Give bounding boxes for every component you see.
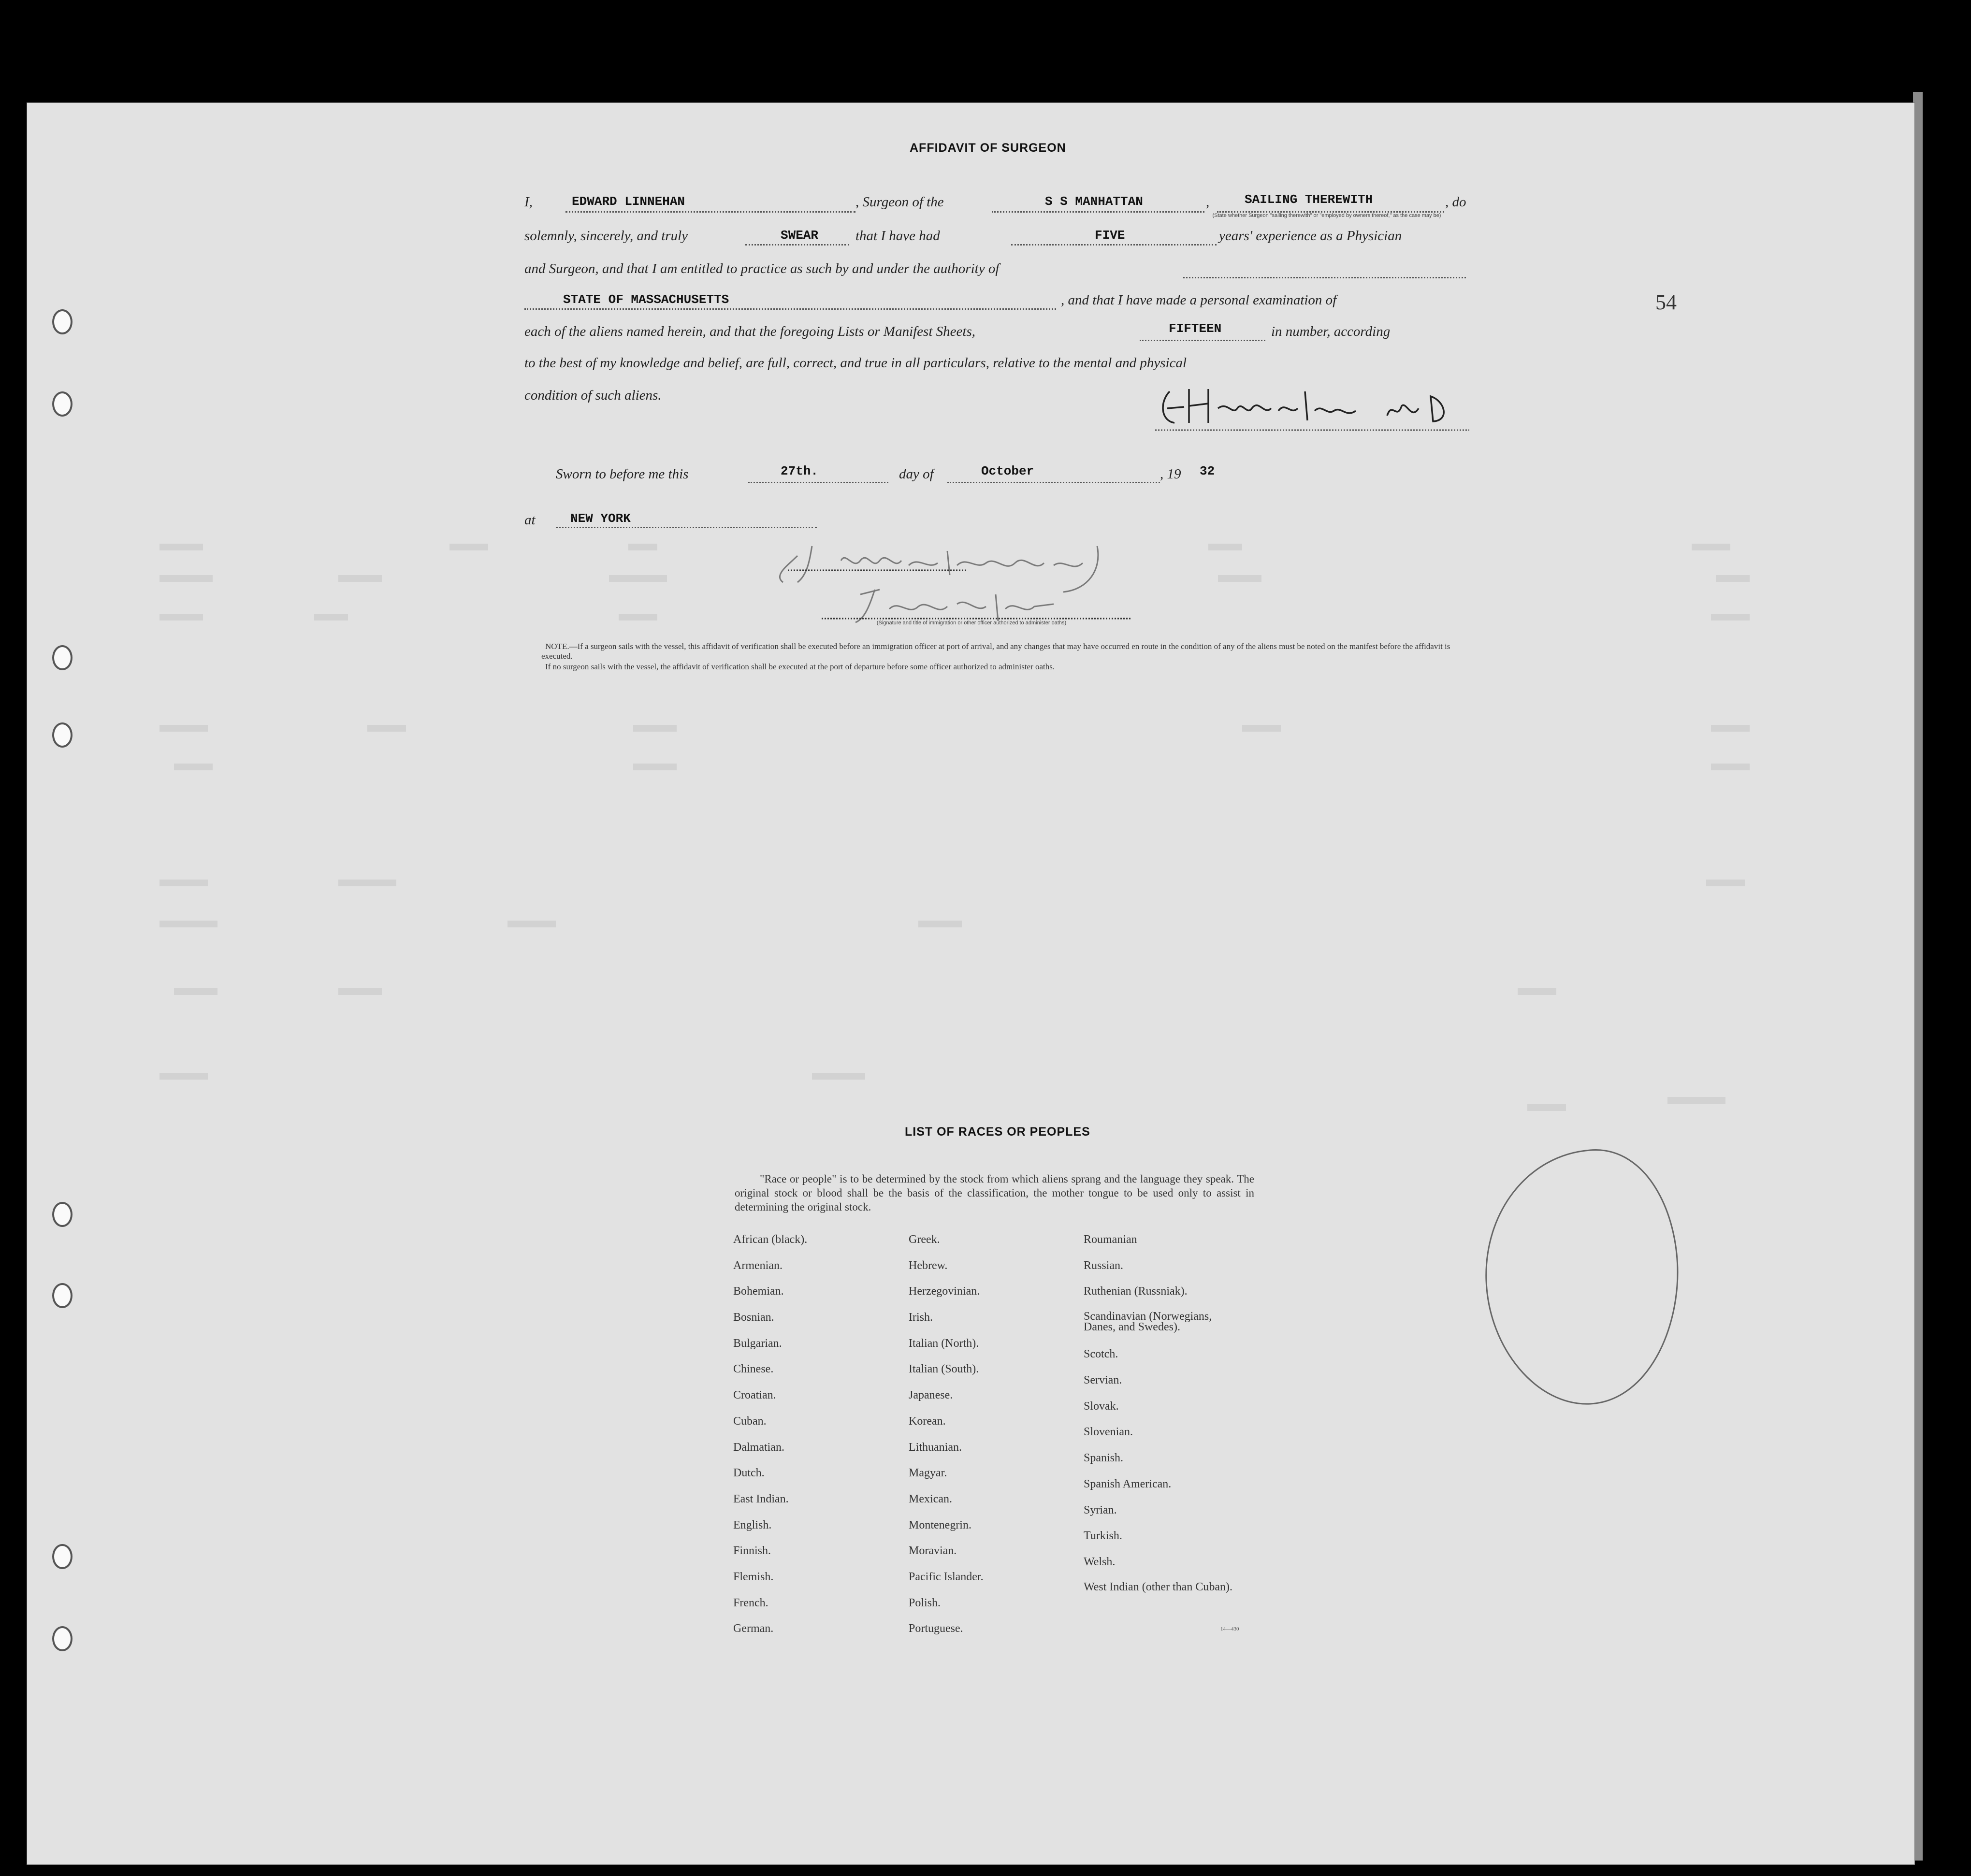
race-item: Chinese. (733, 1363, 774, 1375)
page-number: 54 (1655, 290, 1677, 314)
note-surgeon-sails: NOTE.—If a surgeon sails with the vessel, this affidavit of verification shall be executed before an immigration officer at port of arrival, and any changes that may have occurred en route in the condition of any of the aliens must be noted on the manifest before the affidavit is executed. (541, 642, 1450, 661)
affidavit-text: I, (524, 194, 533, 210)
sworn-year-field: 32 (1200, 464, 1215, 478)
race-item: Flemish. (733, 1571, 774, 1583)
race-item: Welsh. (1084, 1556, 1116, 1568)
race-item: Croatian. (733, 1389, 776, 1401)
race-item: West Indian (other than Cuban). (1084, 1581, 1232, 1593)
race-item: Slovak. (1084, 1400, 1119, 1413)
race-item: German. (733, 1622, 774, 1635)
race-item: Japanese. (909, 1389, 953, 1401)
fill-line (1140, 340, 1265, 341)
affidavit-text: that I have had (855, 228, 940, 244)
note-no-surgeon: If no surgeon sails with the vessel, the affidavit of verification shall be executed at the port of departure before some officer authorized to administer oaths. (545, 662, 1055, 671)
race-item: Dalmatian. (733, 1441, 784, 1454)
race-item: Italian (North). (909, 1337, 979, 1350)
race-item: Moravian. (909, 1544, 957, 1557)
race-item: Syrian. (1084, 1504, 1117, 1516)
race-item: Bosnian. (733, 1311, 774, 1324)
race-item: Lithuanian. (909, 1441, 962, 1454)
form-number: 14—430 (1220, 1626, 1239, 1632)
race-item: African (black). (733, 1233, 808, 1246)
affidavit-text: day of (899, 466, 934, 482)
race-item: Roumanian (1084, 1233, 1137, 1246)
race-item: Montenegrin. (909, 1519, 971, 1531)
oval-stamp-outline (1479, 1140, 1692, 1411)
race-item: Bohemian. (733, 1285, 784, 1298)
fill-line (992, 211, 1204, 213)
race-item: Magyar. (909, 1467, 947, 1479)
race-item: Pacific Islander. (909, 1571, 984, 1583)
affidavit-text: , do (1445, 194, 1466, 210)
affidavit-text: , (1206, 194, 1210, 210)
race-item: Armenian. (733, 1259, 783, 1272)
race-item: Polish. (909, 1597, 941, 1609)
years-experience-field: FIVE (1095, 228, 1125, 243)
race-item: Mexican. (909, 1493, 952, 1505)
races-intro: "Race or people" is to be determined by the stock from which aliens sprang and the language they speak. The original stock or blood shall be the basis of the classification, the mother tongue to be used only to assist in determining the original stock. (735, 1173, 1254, 1213)
affidavit-text: years' experience as a Physician (1219, 228, 1402, 244)
race-item: East Indian. (733, 1493, 789, 1505)
affidavit-text: Sworn to before me this (556, 466, 689, 482)
race-item: English. (733, 1519, 772, 1531)
race-item: Bulgarian. (733, 1337, 782, 1350)
affidavit-text: and Surgeon, and that I am entitled to practice as such by and under the authority of (524, 261, 1000, 276)
surgeon-status-field: SAILING THEREWITH (1245, 192, 1373, 207)
surgeon-signature (1155, 382, 1484, 437)
fill-line (748, 482, 888, 483)
race-item: Scotch. (1084, 1348, 1118, 1360)
status-instruction: (State whether Surgeon "sailing therewith" or "employed by owners thereof," as the case may be) (1212, 213, 1441, 218)
fill-line (524, 308, 1056, 310)
race-item: Servian. (1084, 1374, 1122, 1386)
sworn-day-field: 27th. (781, 464, 819, 478)
officer-caption: (Signature and title of immigration or other officer authorized to administer oaths) (876, 620, 1067, 626)
race-item: Hebrew. (909, 1259, 948, 1272)
affidavit-text: at (524, 512, 536, 528)
race-item: Cuban. (733, 1415, 767, 1428)
affidavit-title: AFFIDAVIT OF SURGEON (910, 141, 1066, 155)
sheets-count-field: FIFTEEN (1169, 321, 1222, 336)
affidavit-text: each of the aliens named herein, and that the foregoing Lists or Manifest Sheets, (524, 324, 975, 339)
fill-line (1011, 244, 1217, 245)
races-title: LIST OF RACES OR PEOPLES (905, 1125, 1090, 1139)
affidavit-text: , Surgeon of the (855, 194, 944, 210)
race-item: Scandinavian (Norwegians, Danes, and Swedes). (1084, 1310, 1212, 1333)
fill-line (556, 527, 817, 528)
affidavit-text: in number, according (1271, 324, 1391, 339)
affidavit-text: to the best of my knowledge and belief, are full, correct, and true in all particulars, relative to the mental and physical (524, 355, 1187, 371)
affidavit-text: condition of such aliens. (524, 388, 662, 403)
oath-field: SWEAR (781, 228, 819, 243)
affidavit-text: solemnly, sincerely, and truly (524, 228, 688, 244)
race-item: Italian (South). (909, 1363, 979, 1375)
race-item: Dutch. (733, 1467, 765, 1479)
race-item: Korean. (909, 1415, 946, 1428)
fill-line (745, 244, 849, 245)
place-field: NEW YORK (570, 511, 631, 526)
race-item: Greek. (909, 1233, 940, 1246)
race-item: Spanish. (1084, 1452, 1124, 1464)
race-item: Irish. (909, 1311, 933, 1324)
race-item: Russian. (1084, 1259, 1124, 1272)
race-item: Spanish American. (1084, 1478, 1172, 1490)
race-item: Finnish. (733, 1544, 771, 1557)
surgeon-name-field: EDWARD LINNEHAN (572, 194, 685, 209)
fill-line (565, 211, 855, 213)
sworn-month-field: October (981, 464, 1034, 478)
race-item: Slovenian. (1084, 1426, 1133, 1438)
race-item: Herzegovinian. (909, 1285, 980, 1298)
affidavit-text: , 19 (1160, 466, 1181, 482)
race-item: Turkish. (1084, 1530, 1122, 1542)
fill-line (947, 482, 1160, 483)
race-item: French. (733, 1597, 768, 1609)
affidavit-text: , and that I have made a personal examination of (1061, 292, 1337, 308)
authority-field: STATE OF MASSACHUSETTS (563, 292, 729, 307)
vessel-name-field: S S MANHATTAN (1045, 194, 1143, 209)
race-item: Portuguese. (909, 1622, 963, 1635)
fill-line (1183, 277, 1466, 278)
inspector-signature (715, 536, 1179, 633)
race-item: Ruthenian (Russniak). (1084, 1285, 1188, 1298)
